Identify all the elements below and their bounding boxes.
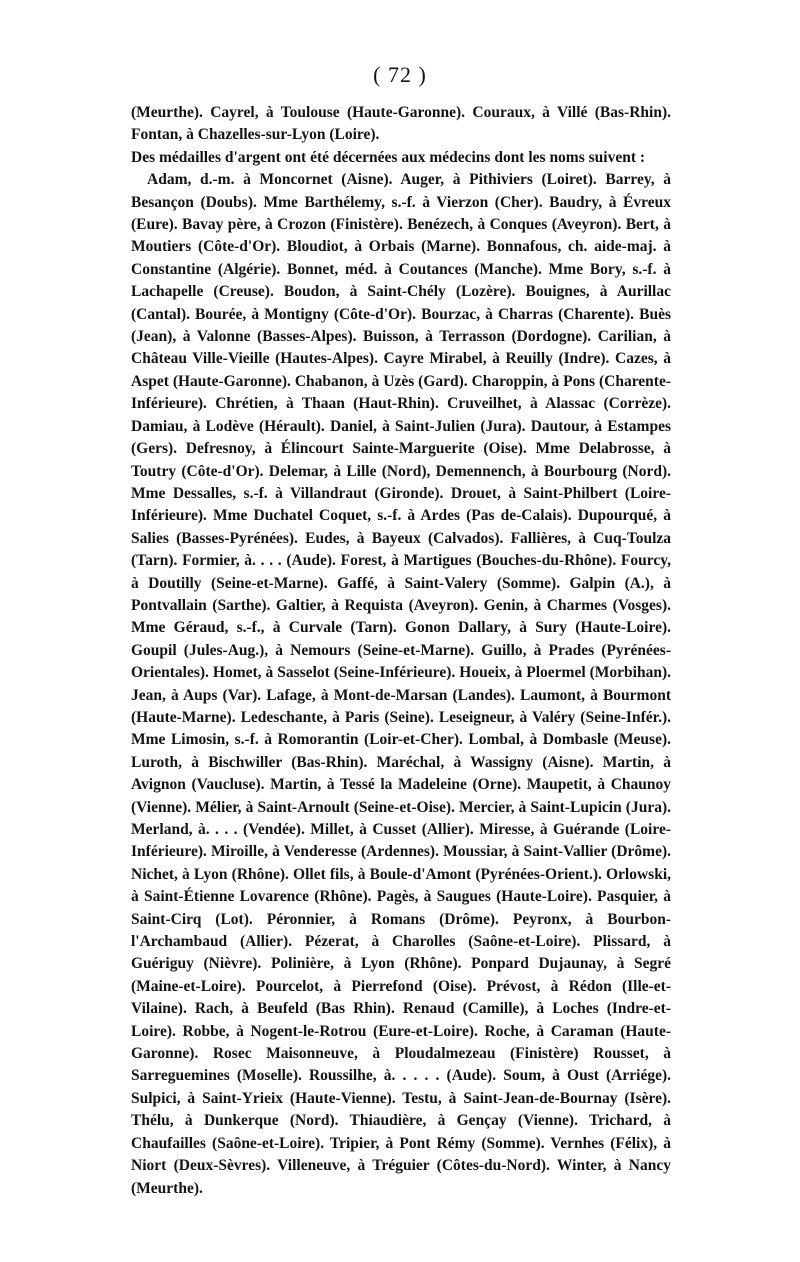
page-body — [131, 102, 671, 1200]
intro-paragraph: (Meurthe). Cayrel, à Toulouse (Haute-Garonne). Couraux, à Villé (Bas-Rhin). Fontan, à Chazelles-sur-Lyon (Loire). — [131, 104, 671, 144]
section-heading-paragraph: Des médailles d'argent ont été décernées aux médecins dont les noms suivent : — [131, 148, 646, 166]
name-list-paragraph: Adam, d.-m. à Moncornet (Aisne). Auger, à Pithiviers (Loiret). Barrey, à Besançon (Doubs). Mme Barthélemy, s.-f. à Vierzon (Cher). Baudry, à Évreux (Eure). Bavay père, à Crozon (Finistère). Benézech, à Conques (Aveyron). Bert, à Moutiers (Côte-d'Or). Bloudiot, à Orbais (Marne). Bonnafous, ch. aide-maj. à Constantine (Algérie). Bonnet, méd. à Coutances (Manche). Mme Bory, s.-f. à Lachapelle (Creuse). Boudon, à Saint-Chély (Lozère). Bouignes, à Aurillac (Cantal). Bourée, à Montigny (Côte-d'Or). Bourzac, à Charras (Charente). Buès (Jean), à Valonne (Basses-Alpes). Buisson, à Terrasson (Dordogne). Carilian, à Château Ville-Vieille (Hautes-Alpes). Cayre Mirabel, à Reuilly (Indre). Cazes, à Aspet (Haute-Garonne). Chabanon, à Uzès (Gard). Charoppin, à Pons (Charente-Inférieure). Chrétien, à Thaan (Haut-Rhin). Cruveilhet, à Alassac (Corrèze). Damiau, à Lodève (Hérault). Daniel, à Saint-Julien (Jura). Dautour, à Estampes (Gers). Defresnoy, à Élincourt Sainte-Marguerite (Oise). Mme Delabrosse, à Toutry (Côte-d'Or). Delemar, à Lille (Nord), Demennench, à Bourbourg (Nord). Mme Dessalles, s.-f. à Villandraut (Gironde). Drouet, à Saint-Philbert (Loire-Inférieure). Mme Duchatel Coquet, s.-f. à Ardes (Pas de-Calais). Dupourqué, à Salies (Basses-Pyrénées). Eudes, à Bayeux (Calvados). Fallières, à Cuq-Toulza (Tarn). Formier, à. . . . (Aude). Forest, à Martigues (Bouches-du-Rhône). Fourcy, à Doutilly (Seine-et-Marne). Gaffé, à Saint-Valery (Somme). Galpin (A.), à Pontvallain (Sarthe). Galtier, à Requista (Aveyron). Genin, à Charmes (Vosges). Mme Géraud, s.-f., à Curvale (Tarn). Gonon Dallary, à Sury (Haute-Loire). Goupil (Jules-Aug.), à Nemours (Seine-et-Marne). Guillo, à Prades (Pyrénées-Orientales). Homet, à Sasselot (Seine-Inférieure). Houeix, à Ploermel (Morbihan). Jean, à Aups (Var). Lafage, à Mont-de-Marsan (Landes). Laumont, à Bourmont (Haute-Marne). Ledeschante, à Paris (Seine). Leseigneur, à Valéry (Seine-Infér.). Mme Limosin, s.-f. à Romorantin (Loir-et-Cher). Lombal, à Dombasle (Meuse). Luroth, à Bischwiller (Bas-Rhin). Maréchal, à Wassigny (Aisne). Martin, à Avignon (Vaucluse). Martin, à Tessé la Madeleine (Orne). Maupetit, à Chaunoy (Vienne). Mélier, à Saint-Arnoult (Seine-et-Oise). Mercier, à Saint-Lupicin (Jura). Merland, à. . . . (Vendée). Millet, à Cusset (Allier). Miresse, à Guérande (Loire-Inférieure). Miroille, à Venderesse (Ardennes). Moussiar, à Saint-Vallier (Drôme). Nichet, à Lyon (Rhône). Ollet fils, à Boule-d'Amont (Pyrénées-Orient.). Orlowski, à Saint-Étienne Lovarence (Rhône). Pagès, à Saugues (Haute-Loire). Pasquier, à Saint-Cirq (Lot). Péronnier, à Romans (Drôme). Peyronx, à Bourbon-l'Archambaud (Allier). Pézerat, à Charolles (Saône-et-Loire). Plissard, à Guériguy (Nièvre). Polinière, à Lyon (Rhône). Ponpard Dujaunay, à Segré (Maine-et-Loire). Pourcelot, à Pierrefond (Oise). Prévost, à Rédon (Ille-et-Vilaine). Rach, à Beufeld (Bas Rhin). Renaud (Camille), à Loches (Indre-et-Loire). Robbe, à Nogent-le-Rotrou (Eure-et-Loire). Roche, à Caraman (Haute-Garonne). Rosec Maisonneuve, à Ploudalmezeau (Finistère) Rousset, à Sarreguemines (Moselle). Roussilhe, à. . . . . (Aude). Soum, à Oust (Arriége). Sulpici, à Saint-Yrieix (Haute-Vienne). Testu, à Saint-Jean-de-Bournay (Isère). Thélu, à Dunkerque (Nord). Thiaudière, à Gençay (Vienne). Trichard, à Chaufailles (Saône-et-Loire). Tripier, à Pont Rémy (Somme). Vernhes (Félix), à Niort (Deux-Sèvres). Villeneuve, à Tréguier (Côtes-du-Nord). Winter, à Nancy (Meurthe). — [131, 171, 671, 1197]
page-number: ( 72 ) — [373, 62, 427, 87]
